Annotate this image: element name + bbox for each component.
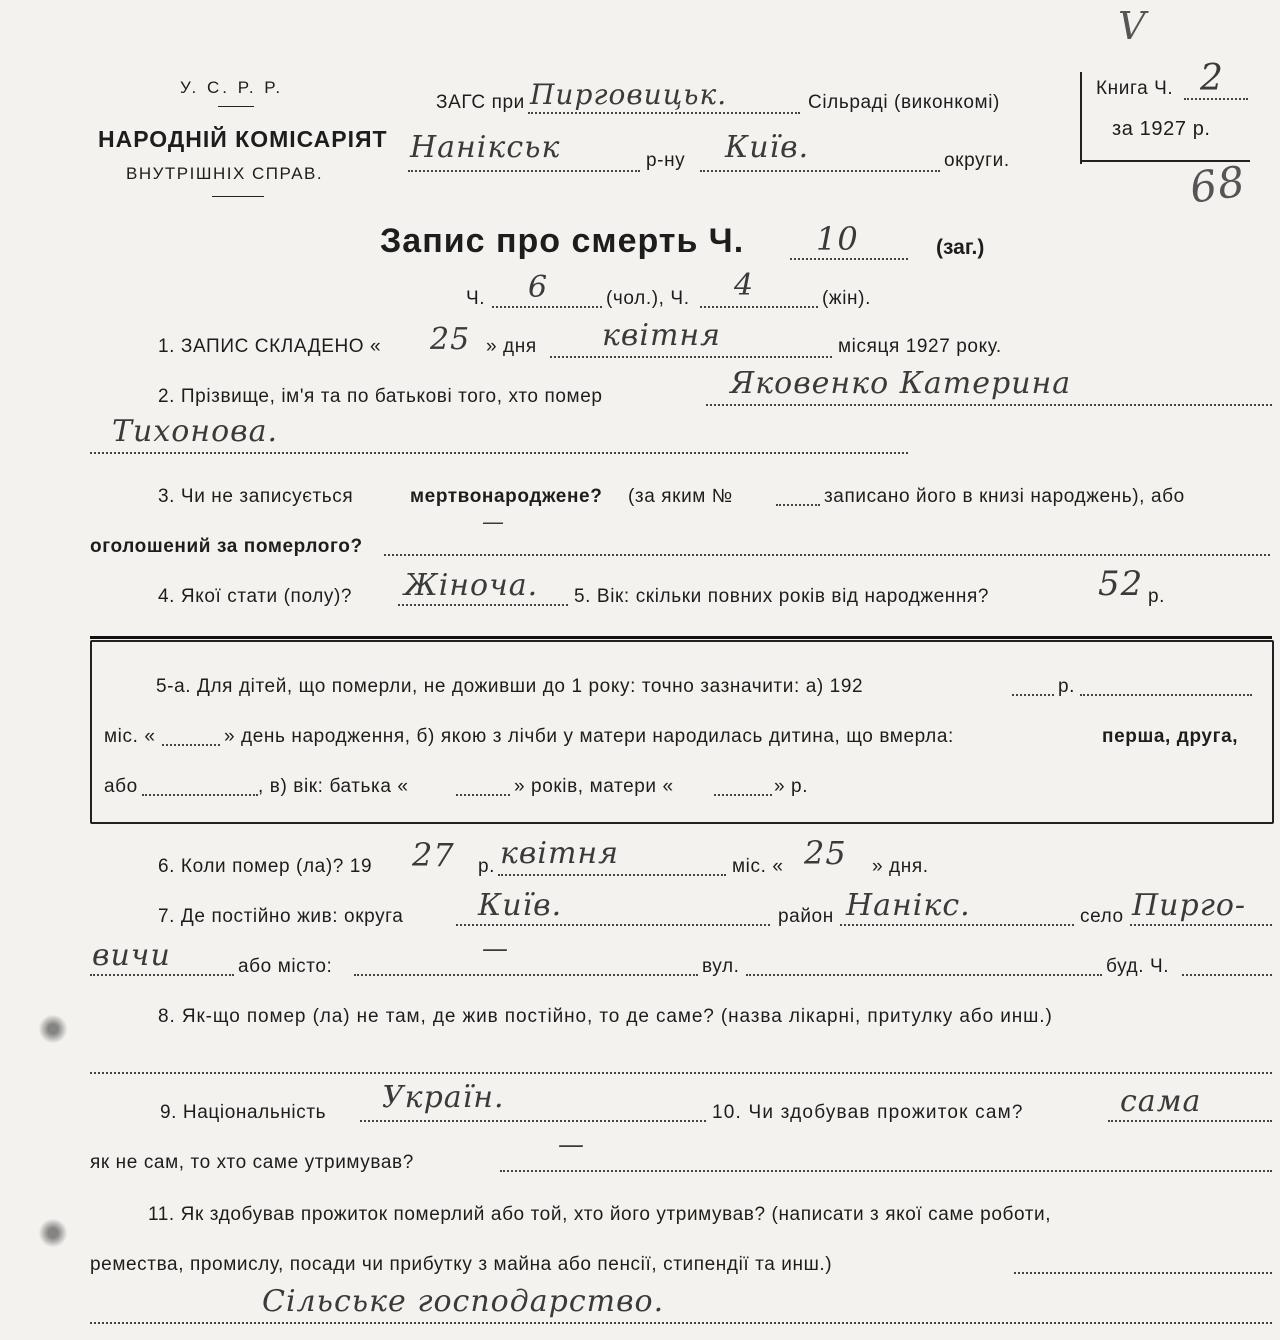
item5a-mother-dotline <box>714 794 772 796</box>
item7-bud-label: буд. Ч. <box>1106 956 1170 977</box>
item1-month: квітня <box>602 318 722 353</box>
male-count: 6 <box>528 270 549 305</box>
item4-label: 4. Якої стати (полу)? <box>158 586 353 607</box>
item2-dotline-1 <box>706 404 1272 406</box>
item5a-line1-dotline <box>1080 694 1252 696</box>
item2-name-line2: Тихонова. <box>112 414 279 449</box>
box5a-top-border <box>90 636 1272 639</box>
item6-month-dotline <box>498 874 726 876</box>
item7-okruha-dotline <box>456 924 770 926</box>
item7-selo-line1: Пирго- <box>1132 888 1247 923</box>
item7-selo2-dotline <box>90 974 234 976</box>
item5a-day-dotline <box>162 744 220 746</box>
item7-misto-dash: — <box>482 934 509 964</box>
item3-dash: — <box>482 510 505 535</box>
item6-day: 25 <box>804 834 847 872</box>
item11-line2: ремества, промислу, посади чи прибутку з майна або пенсії, стипендії та инш.) <box>90 1254 833 1275</box>
record-number: 10 <box>816 220 859 258</box>
item1-day: 25 <box>430 322 471 357</box>
district-handwritten: Нанікськ <box>410 130 561 165</box>
item7-raion: Нанікс. <box>846 888 971 923</box>
header-divider-bottom <box>212 196 264 197</box>
item7-okruha: Київ. <box>478 888 563 923</box>
okruha-label: округи. <box>944 150 1010 171</box>
okruha-dotline <box>700 170 940 172</box>
item6-label: 6. Коли помер (ла)? 19 <box>158 856 373 877</box>
zags-dotline <box>528 112 800 114</box>
item10b-dash: — <box>558 1130 585 1160</box>
book-year: за 1927 р. <box>1112 118 1211 140</box>
book-dotline <box>1184 98 1248 100</box>
item6-year: 27 <box>412 836 455 874</box>
female-count-dotline <box>700 306 818 308</box>
item9-dotline <box>360 1120 706 1122</box>
record-title-suffix: (заг.) <box>936 236 985 259</box>
item5a-line3-d: » р. <box>774 776 809 797</box>
side-page-number: 68 <box>1186 156 1249 213</box>
okruha-handwritten: Київ. <box>725 130 810 165</box>
item5a-line2-a: міс. « <box>104 726 156 747</box>
item11-dotline-2 <box>90 1322 1272 1324</box>
item2-name-line1: Яковенко Катерина <box>730 366 1072 401</box>
item5a-year-dotline <box>1012 694 1054 696</box>
item7-misto-label: або місто: <box>238 956 333 977</box>
record-number-dotline <box>790 258 908 260</box>
item2-dotline-2 <box>90 452 908 454</box>
item7-label: 7. Де постійно жив: округа <box>158 906 404 927</box>
item1-month-dotline <box>550 356 832 358</box>
item7-bud-dotline <box>1182 974 1272 976</box>
item5a-birth-order: перша, друга, <box>1102 726 1239 747</box>
item7-selo-dotline <box>1130 924 1272 926</box>
zags-label: ЗАГС при <box>436 92 525 113</box>
item9-nationality: Україн. <box>382 1080 505 1115</box>
item5-label: 5. Вік: скільки повних років від народження? <box>574 586 990 607</box>
item7-selo-line2: вичи <box>92 938 171 973</box>
item6-r: р. <box>478 856 496 877</box>
item7-selo-label: село <box>1080 906 1124 927</box>
female-count: 4 <box>734 268 755 303</box>
book-label: Книга Ч. <box>1096 78 1174 99</box>
zags-suffix: Сільраді (виконкомі) <box>808 92 1000 113</box>
item7-misto-dotline <box>354 974 698 976</box>
item7-raion-label: район <box>778 906 834 927</box>
item5a-line3-a: або <box>104 776 138 797</box>
district-label: р-ну <box>646 150 686 171</box>
item3-text-c: (за яким № <box>628 486 733 507</box>
item10b-dotline <box>500 1170 1272 1172</box>
item7-vul-label: вул. <box>702 956 740 977</box>
item6-mis: міс. « <box>732 856 784 877</box>
item3-stillborn: мертвонароджене? <box>410 486 603 507</box>
item8-label: 8. Як-що помер (ла) не там, де жив постійно, то де саме? (назва лікарні, притулку або инш.) <box>158 1006 1053 1027</box>
item5-suffix: р. <box>1148 586 1166 607</box>
item1-suffix: місяця 1927 року. <box>838 336 1002 357</box>
item1-prefix: 1. ЗАПИС СКЛАДЕНО « <box>158 336 382 357</box>
book-box-left-border <box>1080 72 1082 164</box>
item7-raion-dotline <box>840 924 1074 926</box>
ch-label-1: Ч. <box>466 288 486 309</box>
item1-mid: » дня <box>486 336 537 357</box>
commissariat-subtitle: ВНУТРІШНІХ СПРАВ. <box>126 164 324 183</box>
zags-village-handwritten: Пирговицьк. <box>530 78 728 111</box>
male-label: (чол.), Ч. <box>606 288 690 309</box>
item11-line1: 11. Як здобував прожиток померлий або той, хто його утримував? (написати з якої саме роботи, <box>148 1204 1052 1225</box>
item3-text-d: записано його в книзі народжень), або <box>824 486 1185 507</box>
item11-dotline-1 <box>1014 1272 1272 1274</box>
item10-value: сама <box>1120 1084 1202 1119</box>
item5a-order-dotline <box>142 794 258 796</box>
item3-text-a: 3. Чи не записується <box>158 486 354 507</box>
item11-occupation: Сільське господарство. <box>262 1284 665 1319</box>
item5a-line2-b: » день народження, б) якою з лічби у матери народилась дитина, що вмерла: <box>224 726 954 747</box>
record-title: Запис про смерть Ч. <box>380 222 745 260</box>
hole-punch-mark-1 <box>36 1012 70 1046</box>
item5a-line3-c: » років, матери « <box>514 776 674 797</box>
item5a-line1: 5-а. Для дітей, що померли, не доживши до 1 року: точно зазначити: а) 192 <box>156 676 864 697</box>
item5-age-value: 52 <box>1098 564 1144 604</box>
district-dotline <box>408 170 640 172</box>
item10-label: 10. Чи здобував прожиток сам? <box>712 1102 1024 1123</box>
item5a-line3-b: , в) вік: батька « <box>258 776 409 797</box>
item4-sex-value: Жіноча. <box>404 568 539 603</box>
item3-dotline <box>384 554 1270 556</box>
item5a-line1-end: р. <box>1058 676 1076 697</box>
book-number: 2 <box>1200 58 1224 99</box>
male-count-dotline <box>492 306 602 308</box>
item6-end: » дня. <box>872 856 929 877</box>
item4-dotline <box>398 604 568 606</box>
corner-check-mark: V <box>1118 4 1147 48</box>
hole-punch-mark-2 <box>36 1216 70 1250</box>
usrr-header: У. С. Р. Р. <box>180 78 284 97</box>
commissariat-title: НАРОДНІЙ КОМІСАРІЯТ <box>98 126 388 152</box>
item10-dotline <box>1108 1120 1272 1122</box>
item7-vul-dotline <box>746 974 1102 976</box>
item3-declared-dead: оголошений за померлого? <box>90 536 363 557</box>
item8-dotline <box>90 1072 1272 1074</box>
female-label: (жін). <box>822 288 871 309</box>
item3-number-dotline <box>776 504 820 506</box>
item5a-father-dotline <box>456 794 510 796</box>
item2-label: 2. Прізвище, ім'я та по батькові того, хто помер <box>158 386 603 407</box>
item9-label: 9. Національність <box>160 1102 327 1123</box>
item6-month: квітня <box>500 836 620 871</box>
header-divider-top <box>218 106 254 107</box>
item10b-label: як не сам, то хто саме утримував? <box>90 1152 414 1173</box>
